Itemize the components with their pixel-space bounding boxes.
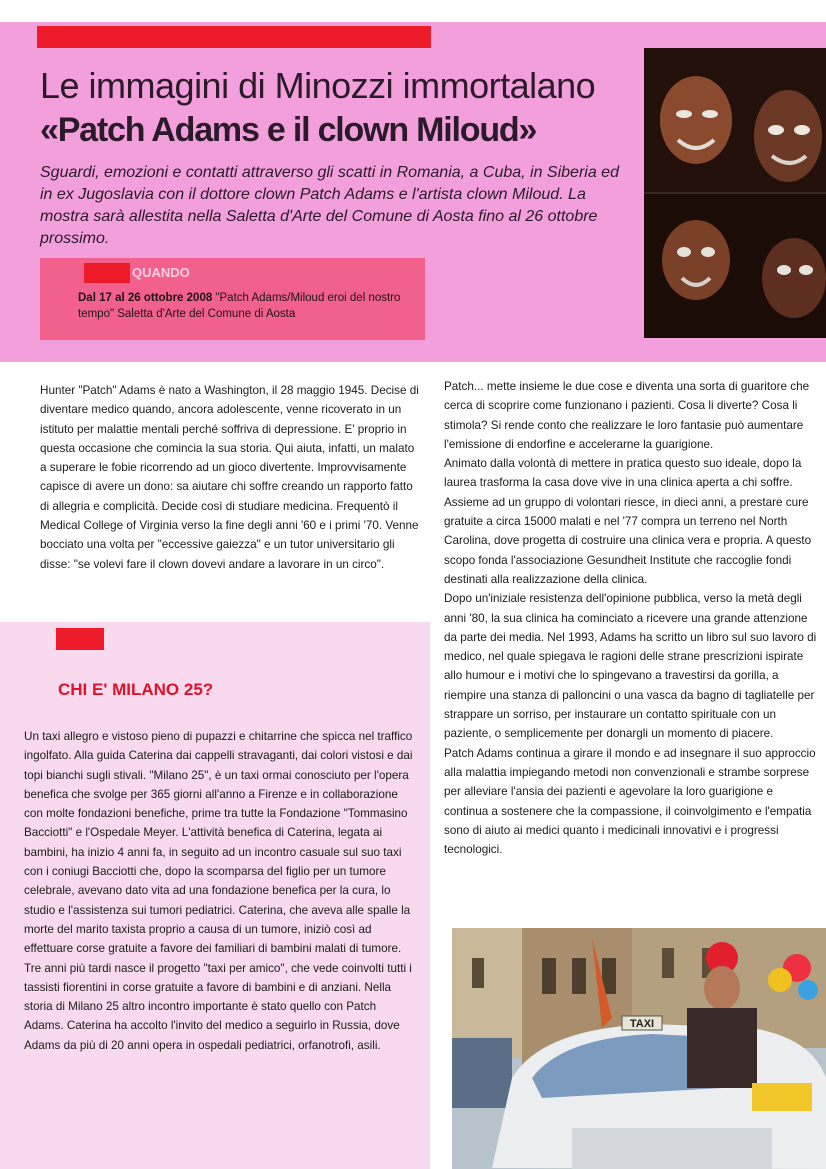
taxi-clown-image <box>452 928 826 1169</box>
taxi-sign: TAXI <box>629 1018 655 1030</box>
red-accent-bar <box>37 26 431 48</box>
article-left-column <box>40 381 422 574</box>
quando-venue: "Patch Adams/Miloud eroi del nostro tempo" Saletta d'Arte del Comune di Aosta <box>78 292 401 320</box>
taxi-clown-photo <box>452 928 826 1169</box>
clown-faces-photo <box>644 48 826 338</box>
box-paragraph: Un taxi allegro e vistoso pieno di pupazzi e chitarrine che spicca nel traffico ingolfato. Alla guida Caterina dai cappelli stravaganti, dai colori vistosi e dai topi bianchi sugli stivali. "Milano 25", è un taxi ormai conosciuto per l'opera benefica che svolge per 365 giorni all'anno a Firenze e in collaborazione con molte fondazioni benefiche, prime tra tutte la Fondazione "Tommasino Bacciotti" e l'Ospedale Meyer. L'attività benefica di Caterina, legata ai bambini, ha inizio 4 anni fa, in seguito ad un incontro casuale sul suo taxi con i coniugi Bacciotti che, dopo la scomparsa del figlio per un tumore celebrale, avevano dato vita ad una fondazione benefica per la cura, lo studio e l'assistenza sui tumori pediatrici. Caterina, che aveva alle spalle la morte del marito taxista proprio a causa di un tumore, iniziò così ad effettuare corse gratuite a favore dei familiari di bambini malati di tumore. Tre anni più tardi nasce il progetto "taxi per amico", che vede coinvolti tutti i tassisti fiorentini in corse gratuite a favore di bambini e di anziani. Nella storia di Milano 25 altro incontro importante è stato quello con Patch Adams. Caterina ha accolto l'invito del medico a seguirlo in Russia, dove Adams da più di 20 anni opera in ospedali pediatrici, orfanotrofi, asili. <box>24 730 413 1052</box>
quando-red-marker <box>84 263 130 283</box>
quando-dates: Dal 17 al 26 ottobre 2008 <box>78 292 213 304</box>
article-title <box>40 64 640 152</box>
quando-details <box>78 290 418 322</box>
box-red-marker <box>56 628 104 650</box>
article-subtitle: Sguardi, emozioni e contatti attraverso gli scatti in Romania, a Cuba, in Siberia ed in ex Jugoslavia con il dottore clown Patch Adams e l'artista clown Miloud. La mostra sarà allestita nella Saletta d'Arte del Comune di Aosta fino al 26 ottobre prossimo. <box>40 164 619 247</box>
article-paragraph: Patch... mette insieme le due cose e diventa una sorta di guaritore che cerca di scoprire come funzionano i pazienti. Cosa li diverte? Cosa li stimola? Si rende conto che realizzare le loro fantasie può aumentare l'emissione di endorfine e accelerarne la guarigione. <box>444 380 810 451</box>
title-line-2: «Patch Adams e il clown Miloud» <box>40 111 537 149</box>
box-title: CHI E' MILANO 25? <box>58 680 214 699</box>
title-line-1: Le immagini di Minozzi immortalano <box>40 65 596 106</box>
article-paragraph: Dopo un'iniziale resistenza dell'opinione pubblica, verso la metà degli anni '80, la sua clinica ha cominciato a ricevere una grande attenzione da parte dei media. Nel 1993, Adams ha scritto un libro sul suo lavoro di medico, nel quale spiegava le ragioni delle strane prescrizioni ispirate allo humour e i motivi che lo spingevano a travestirsi da gorilla, a riempire una stanza di palloncini o una vasca da bagno di tagliatelle per strappare un sorriso, per instaurare un contatto spirituale con un paziente, o semplicemente per donargli un momento di piacere. <box>444 592 817 741</box>
article-paragraph: Animato dalla volontà di mettere in pratica questo suo ideale, dopo la laurea trasforma la casa dove vive in una clinica aperta a chi soffre. Assieme ad un gruppo di volontari riesce, in dieci anni, a prestare cure gratuite a circa 15000 malati e nel '77 compra un terreno nel North Carolina, dove progetta di costruire una clinica vera e propria. A questo scopo fonda l'associazione Gesundheit Institute che raccoglie fondi destinati alla realizzazione della clinica. <box>444 457 812 586</box>
quando-box <box>40 258 425 340</box>
article-paragraph: Patch Adams continua a girare il mondo e ad insegnare il suo approccio alla malattia impiegando metodi non convenzionali e strambe sorprese per alleviare l'ansia dei pazienti e agevolare la loro guarigione e continua a sostenere che la compassione, il coinvolgimento e l'empatia sono di aiuto ai medici quanto i medicinali innovativi e i progressi tecnologici. <box>444 746 816 857</box>
quando-label: QUANDO <box>132 265 190 280</box>
article-right-column <box>444 377 820 859</box>
clown-faces-image <box>644 48 826 338</box>
article-paragraph: Hunter "Patch" Adams è nato a Washington, il 28 maggio 1945. Decise di diventare medico quando, ancora adolescente, venne ricoverato in un istituto per malattie mentali perché soffriva di depressione. E' proprio in questa occasione che comincia la sua storia. Qui aiuta, infatti, un malato a superare le fobie ricorrendo ad un gioco divertente. Improvvisamente capisce di avere un dono: sa aiutare chi soffre creando un rapporto fatto di allegria e complicità. Decide così di studiare medicina. Frequentò il Medical College of Virginia verso la fine degli anni '60 e i primi '70. Venne bocciato una volta per "eccessive gaiezza" e un tutor universitario gli disse: "se volevi fare il clown dovevi andare a lavorare in un circo". <box>40 384 419 571</box>
